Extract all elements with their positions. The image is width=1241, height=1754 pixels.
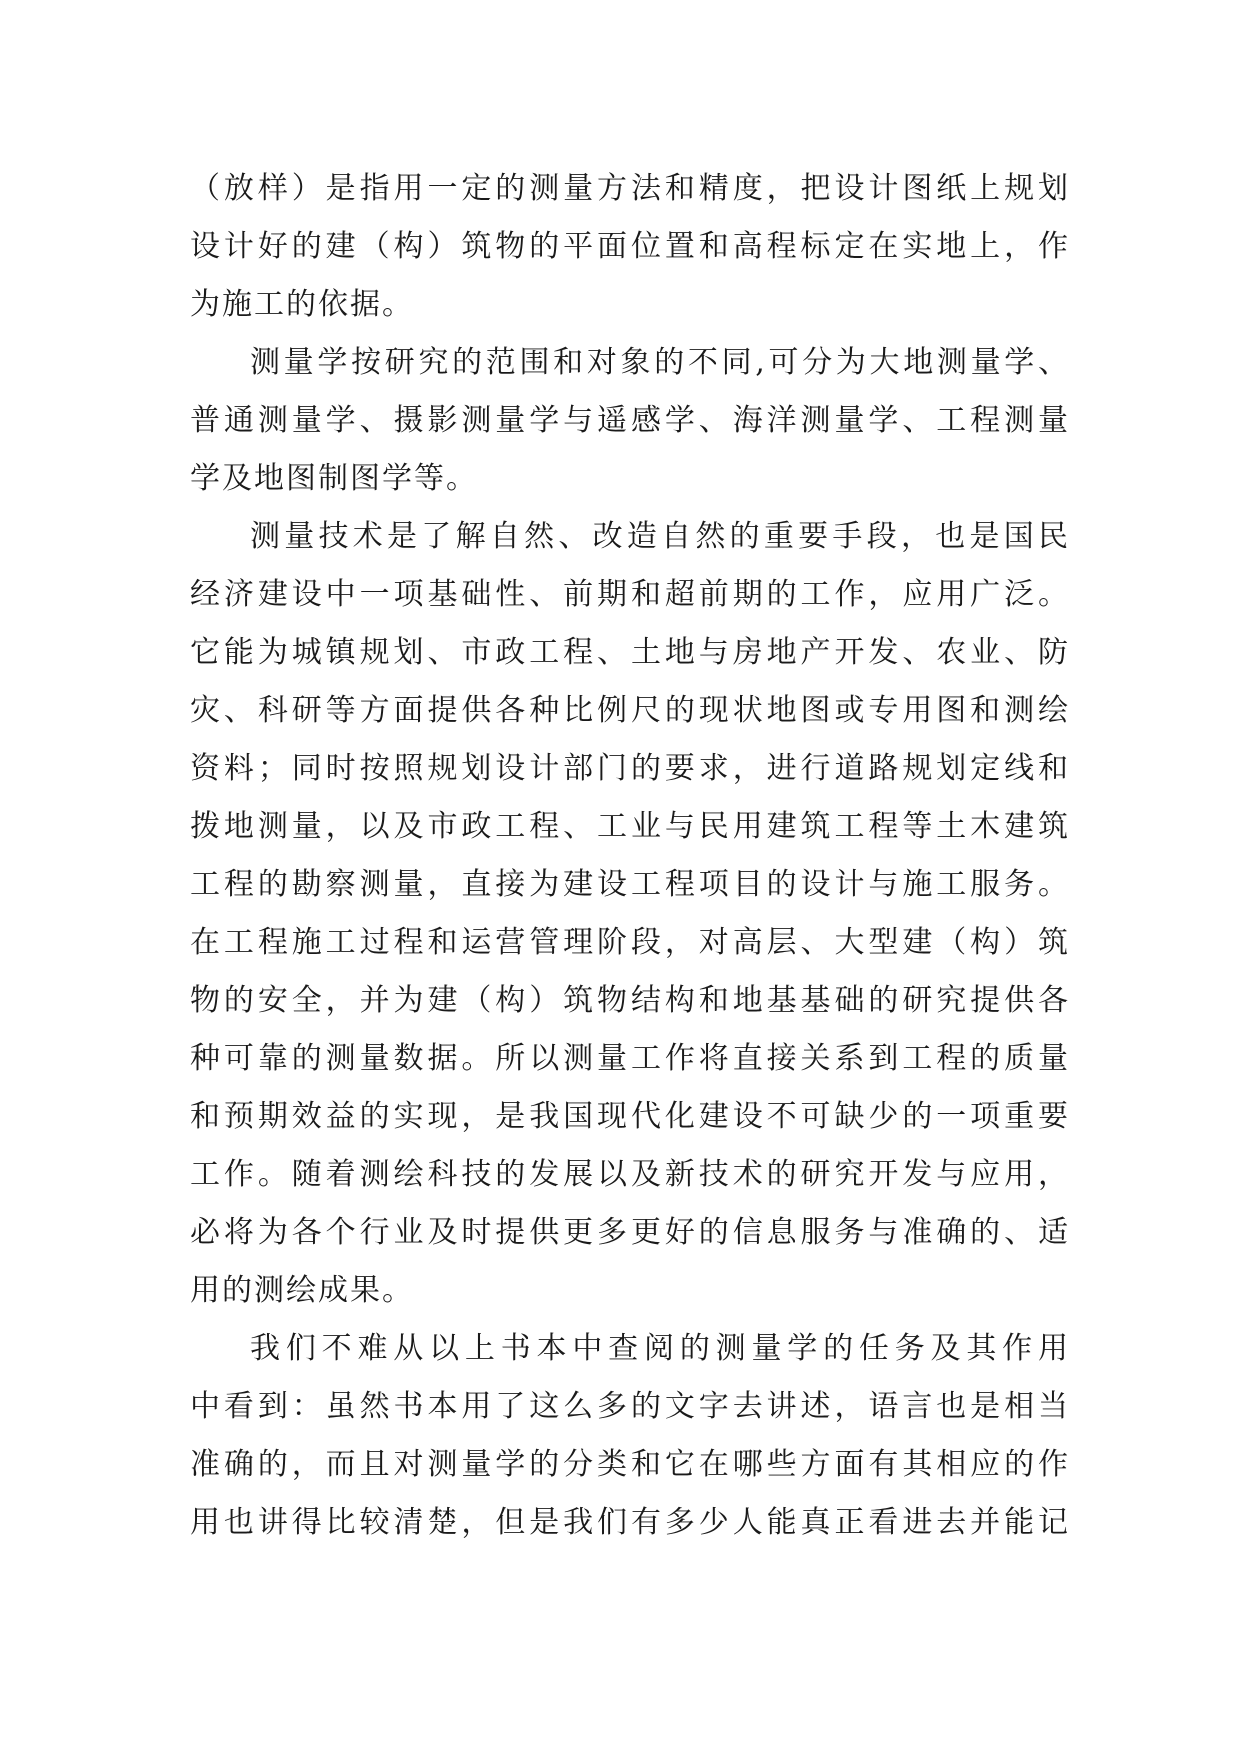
text-line: 工程的勘察测量，直接为建设工程项目的设计与施工服务。 — [190, 867, 1070, 902]
text-line: 工作。随着测绘科技的发展以及新技术的研究开发与应用， — [190, 1157, 1070, 1192]
text-line: 用的测绘成果。 — [190, 1273, 414, 1308]
text-line: 资料；同时按照规划设计部门的要求，进行道路规划定线和 — [190, 751, 1070, 786]
text-line: 普通测量学、摄影测量学与遥感学、海洋测量学、工程测量 — [190, 403, 1070, 438]
text-line: 在工程施工过程和运营管理阶段，对高层、大型建（构）筑 — [190, 925, 1070, 960]
body-text — [190, 160, 1070, 1552]
text-line: 它能为城镇规划、市政工程、土地与房地产开发、农业、防 — [190, 635, 1070, 670]
text-line: 设计好的建（构）筑物的平面位置和高程标定在实地上，作 — [190, 229, 1070, 264]
text-line: 测量技术是了解自然、改造自然的重要手段，也是国民 — [250, 519, 1070, 554]
text-line: 种可靠的测量数据。所以测量工作将直接关系到工程的质量 — [190, 1041, 1070, 1076]
text-line: 测量学按研究的范围和对象的不同,可分为大地测量学、 — [250, 345, 1070, 380]
text-line: 我们不难从以上书本中查阅的测量学的任务及其作用 — [250, 1331, 1070, 1366]
text-line: （放样）是指用一定的测量方法和精度，把设计图纸上规划 — [190, 171, 1070, 206]
text-line: 必将为各个行业及时提供更多更好的信息服务与准确的、适 — [190, 1215, 1070, 1250]
text-line: 灾、科研等方面提供各种比例尺的现状地图或专用图和测绘 — [190, 693, 1070, 728]
text-line: 物的安全，并为建（构）筑物结构和地基基础的研究提供各 — [190, 983, 1070, 1018]
text-line: 为施工的依据。 — [190, 287, 414, 322]
text-line: 学及地图制图学等。 — [190, 461, 478, 496]
text-line: 经济建设中一项基础性、前期和超前期的工作，应用广泛。 — [190, 577, 1070, 612]
text-line: 拨地测量，以及市政工程、工业与民用建筑工程等土木建筑 — [190, 809, 1070, 844]
text-line: 中看到：虽然书本用了这么多的文字去讲述，语言也是相当 — [190, 1389, 1070, 1424]
text-line: 和预期效益的实现，是我国现代化建设不可缺少的一项重要 — [190, 1099, 1070, 1134]
text-line: 准确的，而且对测量学的分类和它在哪些方面有其相应的作 — [190, 1447, 1070, 1482]
text-line: 用也讲得比较清楚，但是我们有多少人能真正看进去并能记 — [190, 1505, 1070, 1540]
